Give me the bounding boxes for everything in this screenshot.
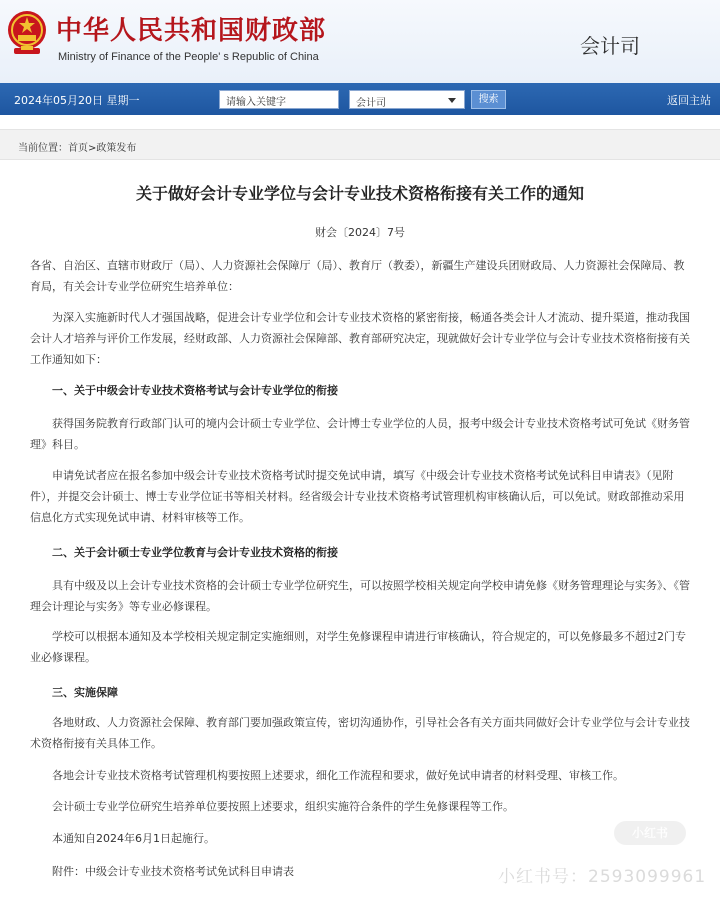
search-button[interactable]: 搜索 xyxy=(471,90,506,109)
watermark-text: 小红书号：2593099961 xyxy=(498,867,707,887)
article-title: 关于做好会计专业学位与会计专业技术资格衔接有关工作的通知 xyxy=(135,184,584,203)
section1-paragraph-2: 申请免试者应在报名参加中级会计专业技术资格考试时提交免试申请，填写《中级会计专业技术资格考试免试科目申请表》（见附件），并提交会计硕士、博士专业学位证书等相关材料。经省级会计专业技术资格考试管理机构审核确认后，可以免试。财政部推动采用信息化方式实现免试申请、材料审核等工作。 xyxy=(30,469,685,524)
section1-heading: 一、关于中级会计专业技术资格考试与会计专业学位的衔接 xyxy=(52,384,338,397)
breadcrumb-separator: > xyxy=(88,143,97,154)
breadcrumb-prefix: 当前位置： xyxy=(18,143,68,154)
current-date: 2024年05月20日 星期一 xyxy=(14,94,140,107)
search-input[interactable]: 请输入关键字 xyxy=(219,90,339,109)
back-to-main-link[interactable]: 返回主站 xyxy=(667,94,711,107)
ministry-name-en: Ministry of Finance of the People' s Republic of China xyxy=(58,51,319,63)
section2-paragraph-2: 学校可以根据本通知及本学校相关规定制定实施细则，对学生免修课程申请进行审核确认，符合规定的，可以免修最多不超过2门专业必修课程。 xyxy=(30,630,686,664)
effective-date-paragraph: 本通知自2024年6月1日起施行。 xyxy=(52,832,215,845)
watermark-badge: 小红书 xyxy=(614,821,686,845)
chevron-down-icon xyxy=(448,98,456,103)
intro-paragraph: 为深入实施新时代人才强国战略，促进会计专业学位和会计专业技术资格的紧密衔接，畅通各类会计人才流动、提升渠道，推动我国会计人才培养与评价工作发展，经财政部、人力资源社会保障部、教育部研究决定，现就做好会计专业学位与会计专业技术资格衔接有关工作通知如下： xyxy=(30,311,690,366)
breadcrumb-bar xyxy=(0,129,720,160)
attachment-link[interactable]: 附件：中级会计专业技术资格考试免试科目申请表 xyxy=(52,865,294,878)
national-emblem-icon xyxy=(6,8,48,58)
breadcrumb xyxy=(18,139,136,154)
department-select-value: 会计司 xyxy=(356,98,386,109)
section1-paragraph-1: 获得国务院教育行政部门认可的境内会计硕士专业学位、会计博士专业学位的人员，报考中级会计专业技术资格考试可免试《财务管理》科目。 xyxy=(30,417,690,451)
document-number: 财会〔2024〕7号 xyxy=(315,226,405,239)
ministry-name-cn[interactable]: 中华人民共和国财政部 xyxy=(56,16,327,46)
section3-paragraph-3: 会计硕士专业学位研究生培养单位要按照上述要求，组织实施符合条件的学生免修课程等工作。 xyxy=(52,800,514,813)
breadcrumb-home-link[interactable]: 首页 xyxy=(68,143,88,154)
section2-heading: 二、关于会计硕士专业学位教育与会计专业技术资格的衔接 xyxy=(52,546,338,559)
department-select[interactable] xyxy=(349,90,465,109)
section2-paragraph-1: 具有中级及以上会计专业技术资格的会计硕士专业学位研究生，可以按照学校相关规定向学校申请免修《财务管理理论与实务》、《管理会计理论与实务》等专业必修课程。 xyxy=(30,579,690,613)
site-header xyxy=(0,0,720,83)
section3-paragraph-1: 各地财政、人力资源社会保障、教育部门要加强政策宣传，密切沟通协作，引导社会各有关方面共同做好会计专业学位与会计专业技术资格衔接有关具体工作。 xyxy=(30,716,690,750)
breadcrumb-section-link[interactable]: 政策发布 xyxy=(96,143,137,154)
nav-bar xyxy=(0,83,720,115)
department-name: 会计司 xyxy=(580,34,640,58)
recipients-paragraph: 各省、自治区、直辖市财政厅（局）、人力资源社会保障厅（局）、教育厅（教委），新疆生产建设兵团财政局、人力资源社会保障局、教育局，有关会计专业学位研究生培养单位： xyxy=(30,259,685,293)
section3-paragraph-2: 各地会计专业技术资格考试管理机构要按照上述要求，细化工作流程和要求，做好免试申请者的材料受理、审核工作。 xyxy=(52,769,624,782)
section3-heading: 三、实施保障 xyxy=(52,686,118,699)
